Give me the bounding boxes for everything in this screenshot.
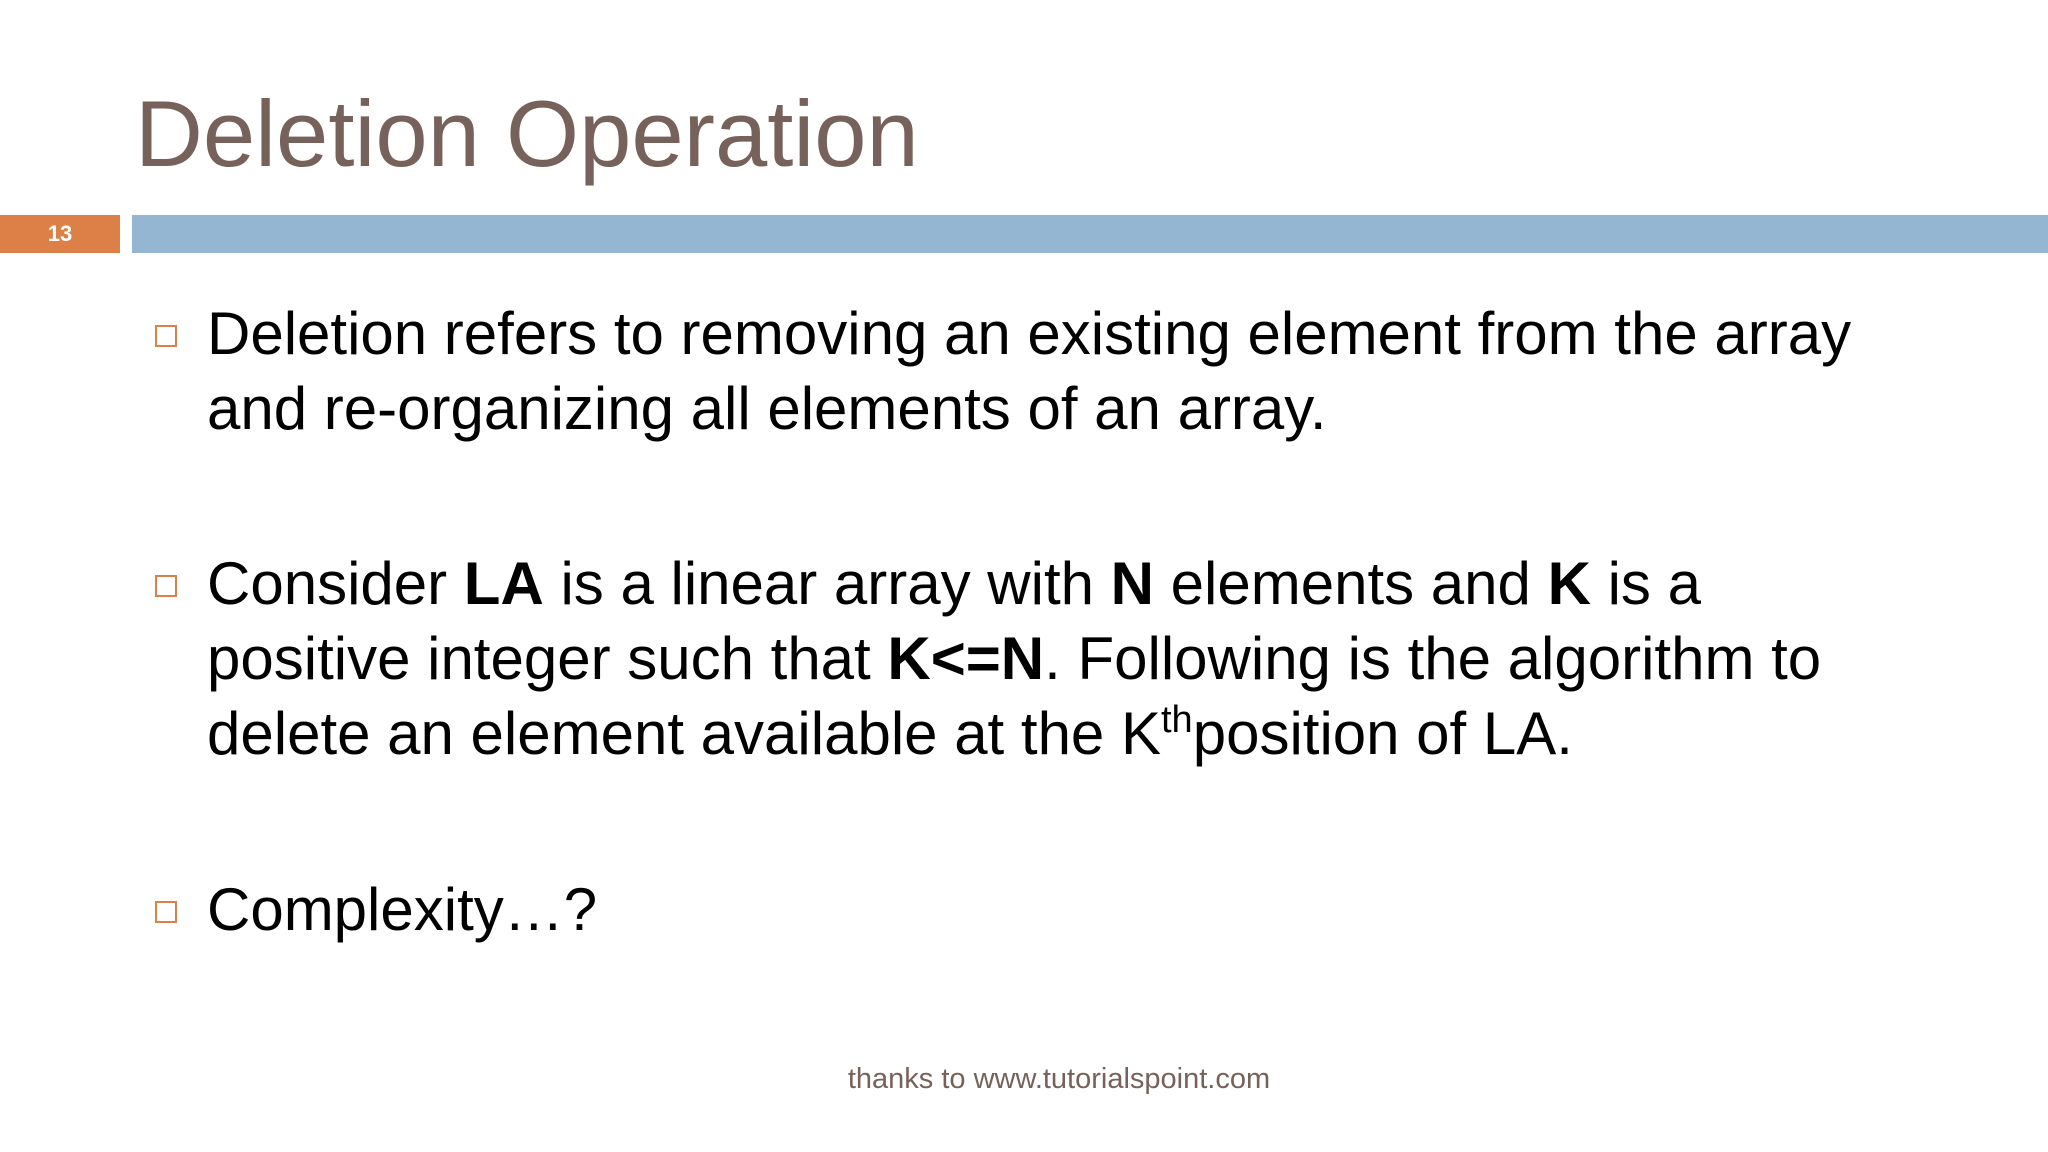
bold-term-la: LA [463,550,544,617]
text-run: . Following is the algorithm to delete an element available at the K [207,625,1822,767]
bold-term-n: N [1110,550,1154,617]
bullet-text: Deletion refers to removing an existing element from the array and re-organizing all elements of an array. [207,300,1852,442]
header-divider-bar [132,215,2048,253]
bold-term-k: K [1547,550,1591,617]
bold-term-k-le-n: K<=N [887,625,1045,692]
text-run: Consider [207,550,464,617]
superscript-th: th [1161,699,1193,741]
footer-credit: thanks to www.tutorialspoint.com [847,1063,1271,1095]
bullet-text [207,546,1907,771]
text-run: is a linear array with [543,550,1111,617]
slide-title: Deletion Operation [135,81,919,186]
bullet-text: Complexity…? [207,876,598,943]
slide-number: 13 [0,215,120,253]
hollow-square-bullet-icon [155,901,177,923]
hollow-square-bullet-icon [155,325,177,347]
hollow-square-bullet-icon [155,575,177,597]
text-run: is a positive integer such that [207,550,1701,692]
text-run: position of LA. [1192,700,1573,767]
text-run: elements and [1154,550,1548,617]
